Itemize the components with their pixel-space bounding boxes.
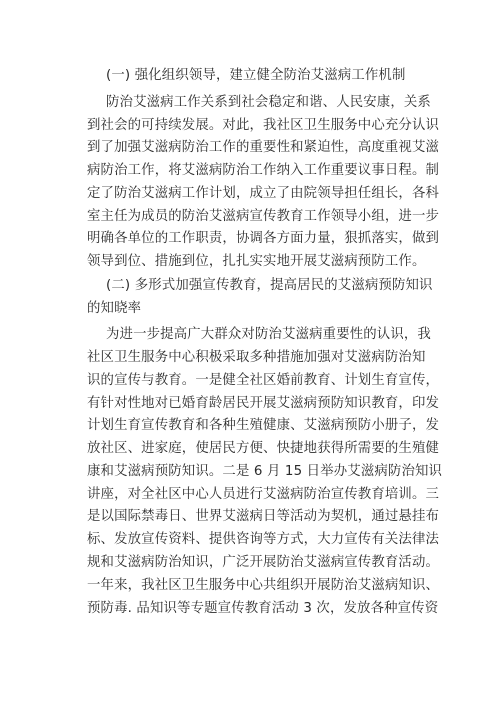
paragraph-line: 室主任为成员的防治艾滋病宣传教育工作领导小组，进一步 [87, 209, 440, 224]
paragraph-line: 领导到位、措施到位，扎扎实实地开展艾滋病预防工作。 [87, 254, 426, 269]
paragraph-line: 规和艾滋病防治知识，广泛开展防治艾滋病宣传教育活动。 [87, 555, 440, 570]
section-2-heading-continued: 的知晓率 [87, 301, 142, 316]
paragraph-line: 是以国际禁毒日、世界艾滋病日等活动为契机，通过悬挂布 [87, 509, 440, 524]
paragraph-line: 预防毒. 品知识等专题宣传教育活动 3 次，发放各种宣传资 [87, 601, 439, 616]
paragraph-line: 讲座，对全社区中心人员进行艾滋病防治宣传教育培训。三 [87, 487, 440, 502]
paragraph-line: 放社区、进家庭，使居民方便、快捷地获得所需要的生殖健 [87, 441, 440, 456]
paragraph-line: 一年来，我社区卫生服务中心共组织开展防治艾滋病知识、 [87, 578, 440, 593]
paragraph-line: 到社会的可持续发展。对此，我社区卫生服务中心充分认识 [87, 118, 440, 133]
section-1-heading: (一) 强化组织领导，建立健全防治艾滋病工作机制 [106, 68, 406, 83]
paragraph-line: 为进一步提高广大群众对防治艾滋病重要性的认识，我 [106, 327, 431, 342]
paragraph-line: 到了加强艾滋病防治工作的重要性和紧迫性，高度重视艾滋 [87, 140, 440, 155]
paragraph-line: 计划生育宣传教育和各种生殖健康、艾滋病预防小册子，发 [87, 418, 440, 433]
paragraph-line: 病防治工作，将艾滋病防治工作纳入工作重要议事日程。制 [87, 163, 440, 178]
paragraph-line: 定了防治艾滋病工作计划，成立了由院领导担任组长，各科 [87, 186, 440, 201]
paragraph-line: 明确各单位的工作职责，协调各方面力量，狠抓落实，做到 [87, 231, 440, 246]
paragraph-line: 有针对性地对已婚育龄居民开展艾滋病预防知识教育，印发 [87, 396, 440, 411]
paragraph-line: 标、发放宣传资料、提供咨询等方式，大力宣传有关法律法 [87, 532, 440, 547]
paragraph-line: 康和艾滋病预防知识。二是 6 月 15 日举办艾滋病防治知识 [87, 464, 443, 479]
section-2-heading: (二) 多形式加强宣传教育，提高居民的艾滋病预防知识 [106, 278, 433, 293]
paragraph-line: 防治艾滋病工作关系到社会稳定和谐、人民安康，关系 [106, 95, 431, 110]
paragraph-line: 识的宣传与教育。一是健全社区婚前教育、计划生育宣传， [87, 373, 440, 388]
paragraph-line: 社区卫生服务中心积极采取多种措施加强对艾滋病防治知 [87, 350, 426, 365]
